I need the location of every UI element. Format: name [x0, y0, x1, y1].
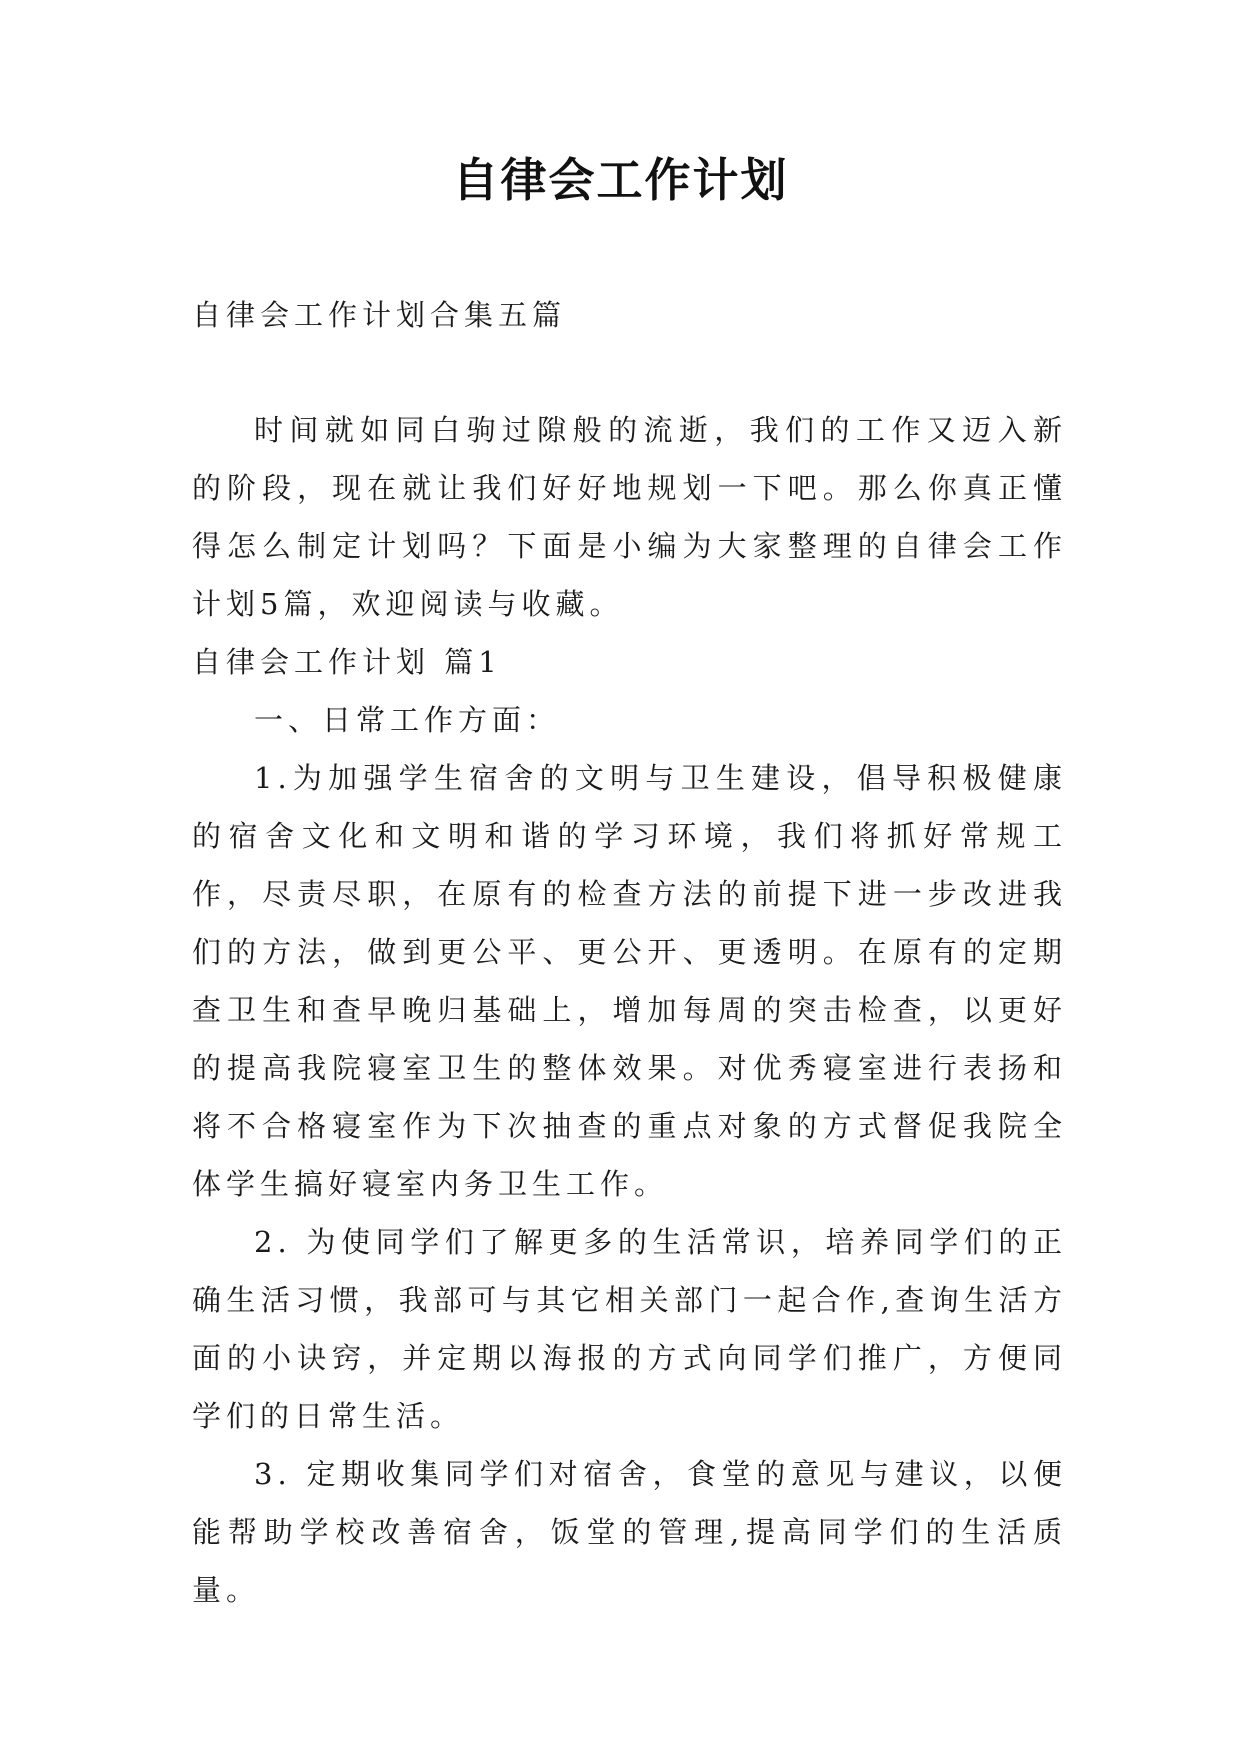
intro-paragraph: 时间就如同白驹过隙般的流逝，我们的工作又迈入新的阶段，现在就让我们好好地规划一下吧。那么你真正懂得怎么制定计划吗？下面是小编为大家整理的自律会工作计划5篇，欢迎阅读与收藏。: [192, 413, 1067, 621]
list-item-2: 2. 为使同学们了解更多的生活常识，培养同学们的正确生活习惯，我部可与其它相关部门一起合作,查询生活方面的小诀窍，并定期以海报的方式向同学们推广，方便同学们的日常生活。: [192, 1225, 1067, 1433]
section-heading: 自律会工作计划 篇1: [192, 645, 502, 679]
document-title: 自律会工作计划: [452, 153, 789, 207]
list-item-1: 1.为加强学生宿舍的文明与卫生建设，倡导积极健康的宿舍文化和文明和谐的学习环境，我们将抓好常规工作，尽责尽职，在原有的检查方法的前提下进一步改进我们的方法，做到更公平、更公开、更透明。在原有的定期查卫生和查早晚归基础上，增加每周的突击检查，以更好的提高我院寝室卫生的整体效果。对优秀寝室进行表扬和将不合格寝室作为下次抽查的重点对象的方式督促我院全体学生搞好寝室内务卫生工作。: [192, 761, 1067, 1201]
list-item-3: 3. 定期收集同学们对宿舍，食堂的意见与建议，以便能帮助学校改善宿舍，饭堂的管理,提高同学们的生活质量。: [192, 1457, 1067, 1607]
subsection-heading: 一、日常工作方面：: [254, 703, 561, 737]
document-body: [192, 401, 1067, 1619]
document-subtitle: 自律会工作计划合集五篇: [192, 298, 567, 332]
